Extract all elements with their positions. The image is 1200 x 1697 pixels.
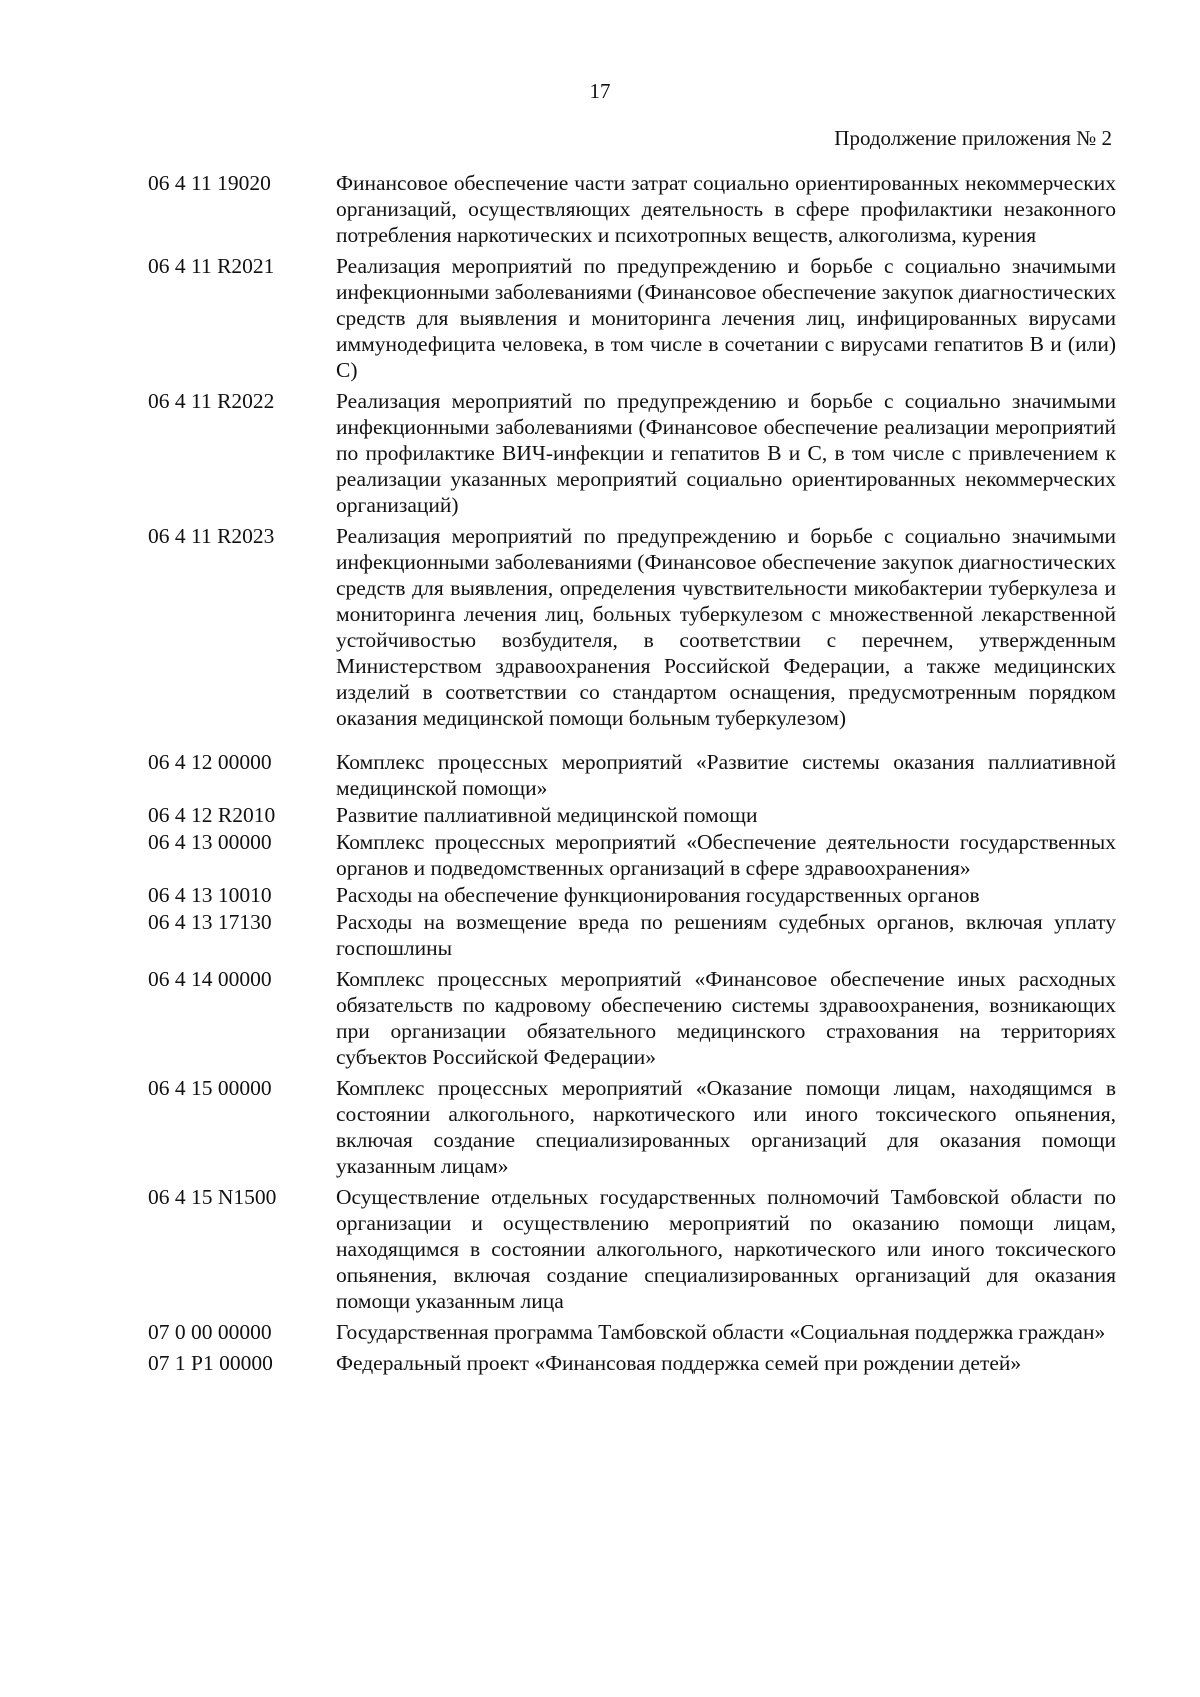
budget-code: 06 4 11 R2023 <box>148 524 275 548</box>
budget-description: Государственная программа Тамбовской области «Социальная поддержка граждан» <box>336 1320 1106 1344</box>
list-item <box>148 966 1116 1070</box>
budget-code: 06 4 11 19020 <box>148 171 271 195</box>
budget-description: Комплекс процессных мероприятий «Обеспечение деятельности государственных органов и подведомственных организаций в сфере здравоохранения» <box>336 830 1116 880</box>
list-item <box>148 802 1116 828</box>
budget-code: 06 4 12 00000 <box>148 750 272 774</box>
budget-code: 06 4 14 00000 <box>148 967 272 991</box>
budget-code: 06 4 11 R2021 <box>148 254 275 278</box>
list-item <box>148 1350 1116 1376</box>
budget-code: 06 4 13 00000 <box>148 830 272 854</box>
budget-description: Комплекс процессных мероприятий «Развитие системы оказания паллиативной медицинской помощи» <box>336 750 1116 800</box>
list-item <box>148 170 1116 248</box>
list-item <box>148 1075 1116 1179</box>
budget-description: Реализация мероприятий по предупреждению и борьбе с социально значимыми инфекционными заболеваниями (Финансовое обеспечение закупок диагностических средств для выявления, определения чувствительности микобактерии туберкулеза и мониторинга лечения лиц, больных туберкулезом с множественной лекарственной устойчивостью возбудителя, в соответствии с перечнем, утвержденным Министерством здравоохранения Российской Федерации, а также медицинских изделий в соответствии со стандартом оснащения, предусмотренным порядком оказания медицинской помощи больным туберкулезом) <box>336 524 1116 730</box>
budget-description: Расходы на обеспечение функционирования государственных органов <box>336 883 980 907</box>
list-item <box>148 1319 1116 1345</box>
budget-description: Реализация мероприятий по предупреждению и борьбе с социально значимыми инфекционными заболеваниями (Финансовое обеспечение закупок диагностических средств для выявления и мониторинга лечения лиц, инфицированных вирусами иммунодефицита человека, в том числе в сочетании с вирусами гепатитов В и (или) С) <box>336 254 1116 382</box>
continuation-header: Продолжение приложения № 2 <box>834 126 1112 150</box>
list-item <box>148 253 1116 383</box>
list-item <box>148 388 1116 518</box>
budget-code: 06 4 15 N1500 <box>148 1185 277 1209</box>
budget-description: Реализация мероприятий по предупреждению и борьбе с социально значимыми инфекционными заболеваниями (Финансовое обеспечение реализации мероприятий по профилактике ВИЧ-инфекции и гепатитов В и С, в том числе с привлечением к реализации указанных мероприятий социально ориентированных некоммерческих организаций) <box>336 389 1116 517</box>
budget-description: Развитие паллиативной медицинской помощи <box>336 803 758 827</box>
list-item <box>148 1184 1116 1314</box>
list-item <box>148 829 1116 881</box>
budget-description: Финансовое обеспечение части затрат социально ориентированных некоммерческих организаций, осуществляющих деятельность в сфере профилактики незаконного потребления наркотических и психотропных веществ, алкоголизма, курения <box>336 171 1116 247</box>
budget-code: 06 4 12 R2010 <box>148 803 276 827</box>
budget-code: 07 1 Р1 00000 <box>148 1351 273 1375</box>
budget-code: 06 4 13 10010 <box>148 883 272 907</box>
budget-description: Расходы на возмещение вреда по решениям судебных органов, включая уплату госпошлины <box>336 910 1116 960</box>
budget-description: Комплекс процессных мероприятий «Оказание помощи лицам, находящимся в состоянии алкогольного, наркотического или иного токсического опьянения, включая создание специализированных организаций для оказания помощи указанным лицам» <box>336 1076 1116 1178</box>
budget-code: 06 4 15 00000 <box>148 1076 272 1100</box>
budget-code-list <box>148 170 1116 1381</box>
budget-description: Осуществление отдельных государственных полномочий Тамбовской области по организации и осуществлению мероприятий по оказанию помощи лицам, находящимся в состоянии алкогольного, наркотического или иного токсического опьянения, включая создание специализированных организаций для оказания помощи указанным лица <box>336 1185 1116 1313</box>
budget-description: Комплекс процессных мероприятий «Финансовое обеспечение иных расходных обязательств по кадровому обеспечению системы здравоохранения, возникающих при организации обязательного медицинского страхования на территориях субъектов Российской Федерации» <box>336 967 1116 1069</box>
page-number: 17 <box>589 79 611 103</box>
list-item <box>148 882 1116 908</box>
budget-code: 07 0 00 00000 <box>148 1320 272 1344</box>
list-item <box>148 749 1116 801</box>
budget-code: 06 4 11 R2022 <box>148 389 275 413</box>
list-item <box>148 523 1116 731</box>
list-item <box>148 909 1116 961</box>
budget-code: 06 4 13 17130 <box>148 910 272 934</box>
budget-description: Федеральный проект «Финансовая поддержка семей при рождении детей» <box>336 1351 1022 1375</box>
